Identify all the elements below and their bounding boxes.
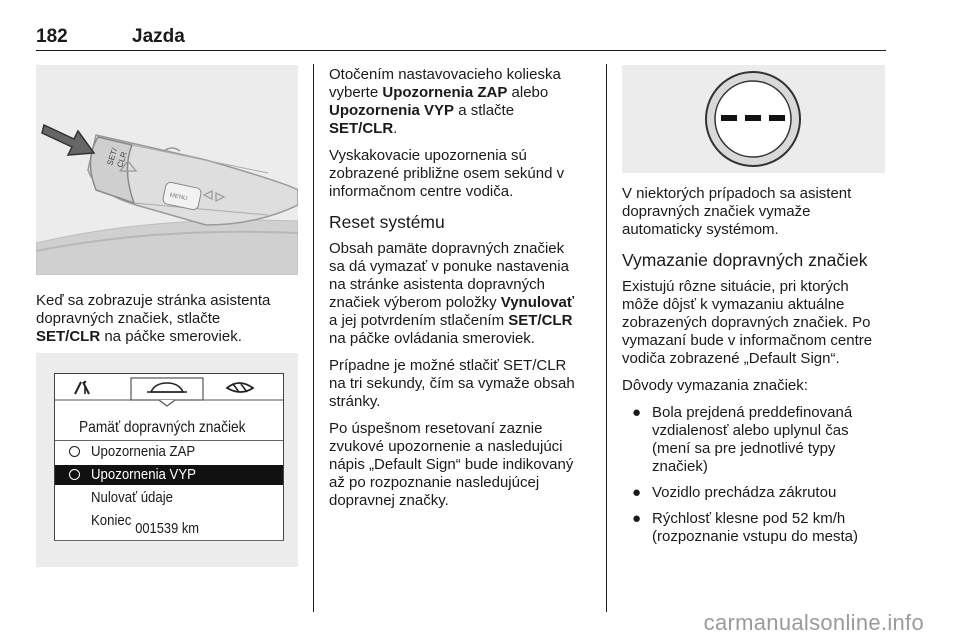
text-line: (mení sa pre jednotlivé typy (652, 440, 836, 457)
odometer-value: 001539 km (135, 520, 199, 537)
text-line: vzdialenosť alebo uplynul čas (652, 422, 849, 439)
text-line: na stránke asistenta dopravných (329, 276, 545, 293)
text-line: Vozidlo prechádza zákrutou (652, 484, 837, 501)
text-line: Otočením nastavovacieho kolieska (329, 66, 561, 83)
text-line: na páčke ovládania smeroviek. (329, 330, 535, 347)
column-3-text (622, 185, 888, 554)
bullet-icon: ● (632, 484, 642, 501)
text-line: značiek) (652, 458, 708, 475)
text-line: dopravnej značky. (329, 492, 449, 509)
bold-term: SET/CLR (329, 120, 394, 137)
display-divider (55, 440, 283, 441)
menu-item-label: Upozornenia ZAP (91, 443, 196, 460)
paragraph-hold-set-clr (329, 357, 599, 411)
display-tabs (55, 374, 283, 408)
text-line: vodiča zobrazené „Default Sign“. (622, 350, 840, 367)
heading-delete-signs: Vymazanie dopravných značiek (622, 250, 868, 270)
text-line: Prípadne je možné stlačiť SET/CLR (329, 357, 567, 374)
display-title: Pamäť dopravných značiek (79, 419, 246, 436)
text-line: stránky. (329, 393, 381, 410)
text-fragment: a stlačte (454, 102, 515, 119)
default-sign-illustration (622, 65, 885, 173)
text-line: vymazaní bude v informačnom centre (622, 332, 873, 349)
instruction-paragraph (36, 292, 306, 346)
display-panel (54, 373, 284, 541)
page-number: 182 (36, 26, 68, 47)
menu-item-label: Koniec (91, 512, 132, 529)
column-divider (313, 64, 314, 612)
list-item (622, 484, 888, 502)
paragraph-situations (622, 278, 888, 368)
text-fragment: a jej potvrdením stlačením (329, 312, 509, 329)
text-line: dopravných značiek, stlačte (36, 310, 221, 327)
text-line: zobrazených dopravných značiek. Po (622, 314, 871, 331)
paragraph-after-reset (329, 420, 599, 510)
text-line: nápis „Default Sign“ bude indikovaný (329, 456, 574, 473)
bold-term: SET/CLR (508, 312, 573, 329)
text-line: Keď sa zobrazuje stránka asistenta (36, 292, 271, 309)
text-line: Vyskakovacie upozornenia sú (329, 147, 527, 164)
text-line: až po rozpoznanie nasledujúcej (329, 474, 540, 491)
paragraph-reasons: Dôvody vymazania značiek: (622, 377, 808, 394)
text-fragment: alebo (507, 84, 549, 101)
text-fragment: značiek výberom položky (329, 294, 501, 311)
paragraph-reset-memory (329, 240, 599, 348)
menu-item-label: Nulovať údaje (91, 489, 174, 506)
bold-term: Vynulovať (500, 294, 575, 311)
text-fragment: na páčke smeroviek. (100, 328, 242, 345)
text-line: zobrazené približne osem sekúnd v (329, 165, 565, 182)
set-clr-label: SET/ (105, 146, 120, 167)
paragraph-popup-warnings (329, 147, 599, 201)
paragraph-auto-delete (622, 185, 888, 239)
bullet-icon: ● (632, 510, 642, 527)
text-line: automaticky systémom. (622, 221, 779, 238)
list-item (622, 404, 888, 476)
bold-term: SET/CLR (36, 328, 101, 345)
text-line: Existujú rôzne situácie, pri ktorých (622, 278, 849, 295)
column-1-text (36, 292, 306, 355)
menu-item-warnings-off-selected[interactable] (55, 465, 283, 485)
paragraph-select-warnings (329, 66, 599, 138)
menu-item-warnings-on[interactable] (55, 442, 283, 462)
text-line: sa dá vymazať v ponuke nastavenia (329, 258, 569, 275)
menu-item-label: Upozornenia VYP (91, 466, 196, 483)
default-sign-icon (622, 65, 885, 173)
odometer-divider (54, 540, 284, 541)
set-clr-label-2: CLR (115, 150, 129, 169)
lever-drawing (36, 65, 298, 275)
text-line: dopravných značiek vymaže (622, 203, 811, 220)
heading-reset-system: Reset systému (329, 212, 445, 232)
text-line: Rýchlosť klesne pod 52 km/h (652, 510, 846, 527)
text-fragment: vyberte (329, 84, 383, 101)
section-title: Jazda (132, 26, 185, 47)
bold-term: Upozornenia ZAP (382, 84, 508, 101)
bold-term: Upozornenia VYP (329, 102, 455, 119)
menu-button-label: MENU (169, 192, 188, 203)
text-fragment: . (393, 120, 398, 137)
menu-item-reset-data[interactable] (55, 488, 283, 508)
page-header (36, 24, 886, 51)
driver-info-display-illustration (36, 353, 298, 567)
radio-icon (69, 446, 80, 457)
turn-signal-lever-illustration (36, 65, 298, 275)
text-line: Po úspešnom resetovaní zaznie (329, 420, 543, 437)
text-line: Obsah pamäte dopravných značiek (329, 240, 565, 257)
text-line: na tri sekundy, čím sa vymaže obsah (329, 375, 575, 392)
text-line: môže dôjsť k vymazaniu aktuálne (622, 296, 845, 313)
text-line: V niektorých prípadoch sa asistent (622, 185, 852, 202)
bullet-icon: ● (632, 404, 642, 421)
list-item (622, 510, 888, 546)
text-line: Bola prejdená preddefinovaná (652, 404, 853, 421)
column-divider (606, 64, 607, 612)
watermark: carmanualsonline.info (703, 610, 924, 635)
reasons-list (622, 404, 888, 546)
text-line: informačnom centre vodiča. (329, 183, 514, 200)
column-2-text (329, 66, 599, 519)
odometer-row (36, 519, 298, 539)
radio-icon (69, 469, 80, 480)
text-line: zvukové upozornenie a nasledujúci (329, 438, 563, 455)
text-line: (rozpoznanie vstupu do mesta) (652, 528, 858, 545)
